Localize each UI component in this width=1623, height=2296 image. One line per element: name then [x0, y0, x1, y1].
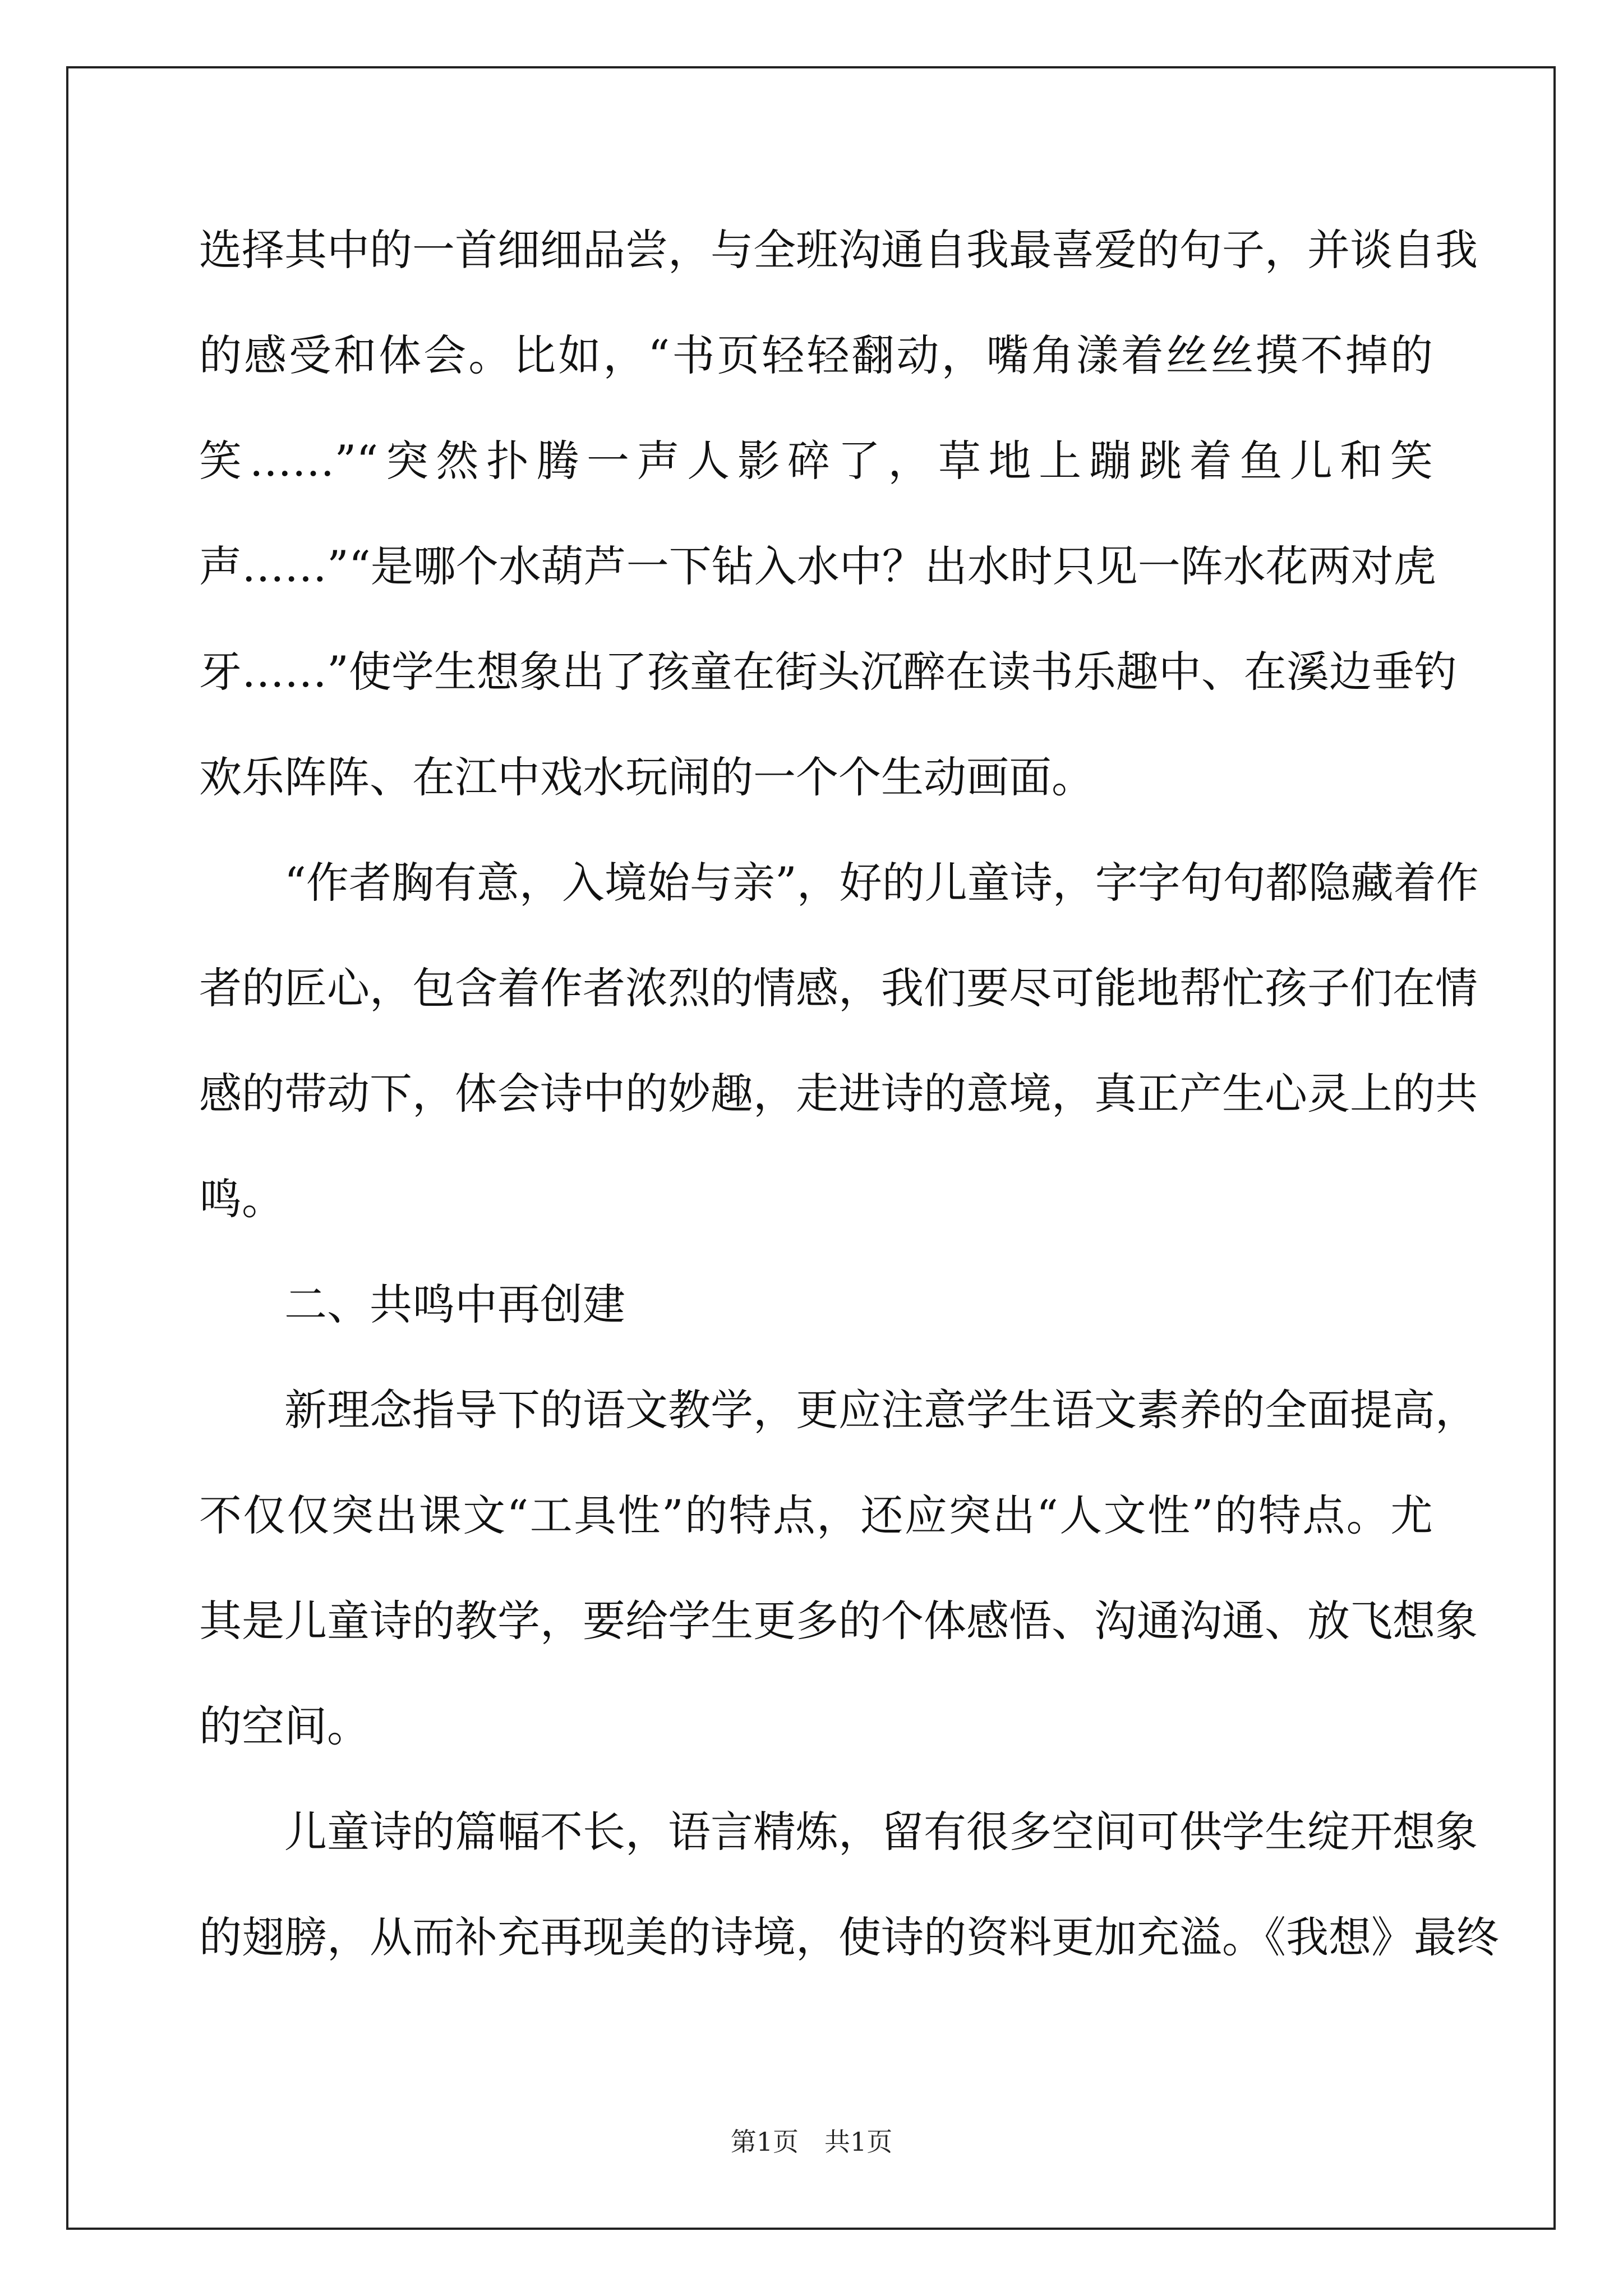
text-line: 笑……”“突然扑腾一声人影碎了，草地上蹦跳着鱼儿和笑: [199, 436, 1433, 486]
text-line: 感的带动下，体会诗中的妙趣，走进诗的意境，真正产生心灵上的共: [199, 1069, 1478, 1119]
text-line: 声……”“是哪个水葫芦一下钻入水中？出水时只见一阵水花两对虎: [199, 541, 1436, 591]
section-heading: 二、共鸣中再创建: [284, 1280, 625, 1329]
text-line: 鸣。: [199, 1174, 284, 1224]
page-number-footer: 第1页 共1页: [730, 2127, 893, 2157]
text-line: 不仅仅突出课文“工具性”的特点，还应突出“人文性”的特点。尤: [199, 1490, 1433, 1540]
text-line: 新理念指导下的语文教学，更应注意学生语文素养的全面提高，: [284, 1385, 1478, 1435]
text-line: “作者胸有意，入境始与亲”，好的儿童诗，字字句句都隐藏着作: [284, 858, 1479, 908]
text-line: 儿童诗的篇幅不长，语言精炼，留有很多空间可供学生绽开想象: [284, 1807, 1478, 1857]
document-body: [199, 197, 1499, 1990]
text-line: 欢乐阵阵、在江中戏水玩闹的一个个生动画面。: [199, 752, 1094, 802]
text-line: 的空间。: [199, 1701, 370, 1751]
text-line: 的感受和体会。比如，“书页轻轻翻动，嘴角漾着丝丝摸不掉的: [199, 330, 1433, 380]
text-line: 牙……”使学生想象出了孩童在街头沉醉在读书乐趣中、在溪边垂钓: [199, 647, 1457, 697]
text-line: 其是儿童诗的教学，要给学生更多的个体感悟、沟通沟通、放飞想象: [199, 1596, 1478, 1646]
text-line: 选择其中的一首细细品尝，与全班沟通自我最喜爱的句子，并谈自我: [199, 225, 1478, 275]
text-line: 的翅膀，从而补充再现美的诗境，使诗的资料更加充溢。《我想》最终: [199, 1912, 1499, 1962]
text-line: 者的匠心，包含着作者浓烈的情感，我们要尽可能地帮忙孩子们在情: [199, 963, 1478, 1013]
